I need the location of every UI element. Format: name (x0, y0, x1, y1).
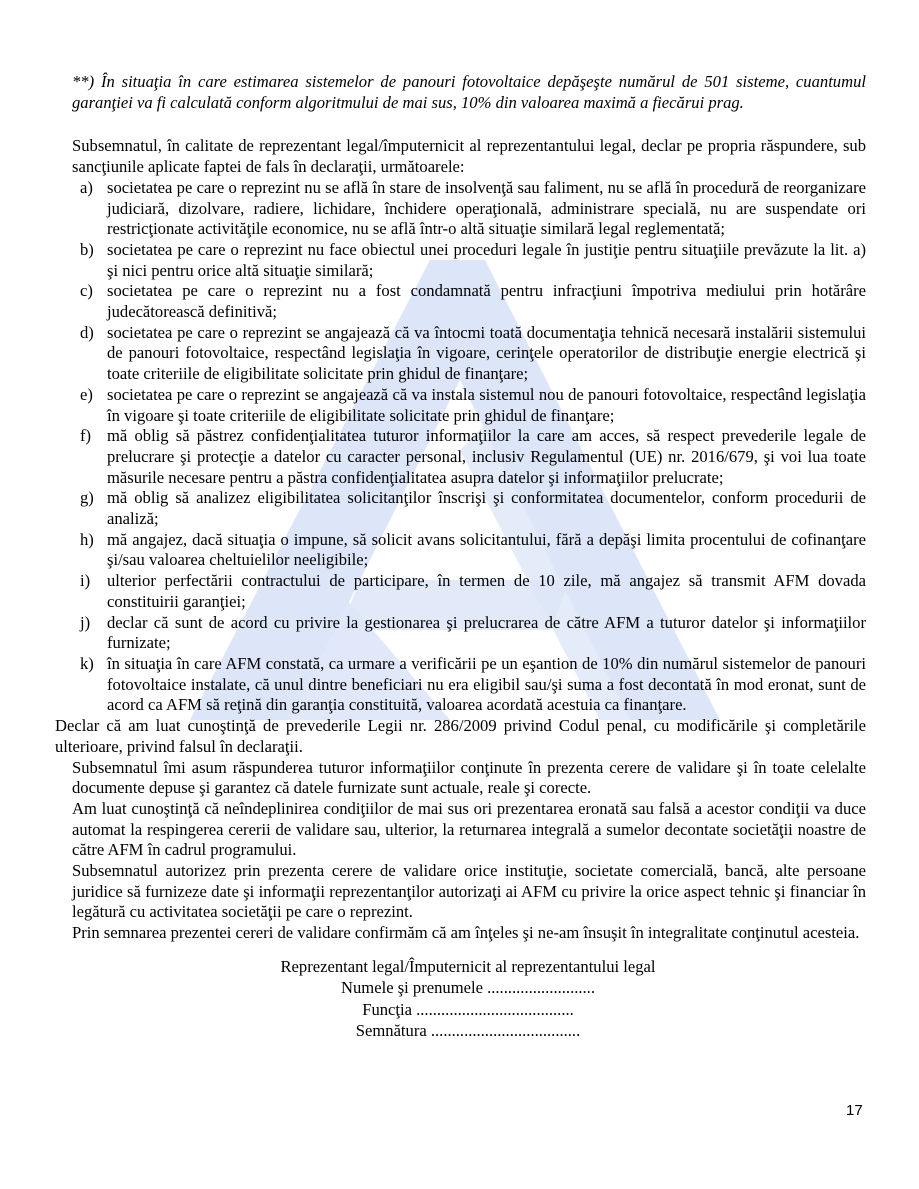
list-item: g) mă oblig să analizez eligibilitatea solicitanţilor înscrişi şi conformitatea documentelor, conform procedurii de analiză; (80, 488, 866, 529)
penal-code-declaration: Declar că am luat cunoştinţă de prevederile Legii nr. 286/2009 privind Codul penal, cu modificările şi completările ulterioare, privind falsul în declaraţii. (55, 716, 866, 756)
list-item: a) societatea pe care o reprezint nu se află în stare de insolvenţă sau faliment, nu se află în procedură de reorganizare judiciară, dizolvare, radiere, lichidare, închidere operaţională, administrare specială, nu are suspendate ori restricţionate activităţile economice, nu se află într-o altă situaţie similară legal reglementată; (80, 177, 866, 239)
name-field: Numele şi prenumele .......................... (341, 978, 595, 998)
list-item: d) societatea pe care o reprezint se angajează că va întocmi toată documentaţia tehnică necesară instalării sistemului de panouri fotovoltaice, respectând legislaţia în vigoare, cerinţele operatorilor de distribuţie energie electrică şi toate criteriile de eligibilitate solicitate prin ghidul de finanţare; (80, 322, 866, 384)
signature-title: Reprezentant legal/Împuternicit al reprezentantului legal (280, 956, 656, 976)
page-number: 17 (846, 1102, 863, 1119)
list-item: b) societatea pe care o reprezint nu face obiectul unei proceduri legale în justiţie pentru situaţiile prevăzute la lit. a) şi nici pentru orice altă situaţie similară; (80, 239, 866, 280)
document-page (55, 72, 866, 1042)
list-item: k) în situaţia în care AFM constată, ca urmare a verificării pe un eşantion de 10% din numărul sistemelor de panouri fotovoltaice instalate, că unul dintre beneficiari nu era eligibil sau/şi suma a fost decontată în mod eronat, sunt de acord ca AFM să reţină din garanţia constituită, valoarea acordată acestuia ca finanţare. (80, 653, 866, 715)
list-item: j) declar că sunt de acord cu privire la gestionarea şi prelucrarea de către AFM a tuturor datelor şi informaţiilor furnizate; (80, 612, 866, 653)
declaration-intro: Subsemnatul, în calitate de reprezentant legal/împuternicit al reprezentantului legal, declar pe propria răspundere, sub sancţiunile aplicate faptei de fals în declaraţii, următoarele: (72, 136, 866, 177)
signature-block (72, 956, 864, 1042)
paragraph: Subsemnatul îmi asum răspunderea tuturor informaţiilor conţinute în prezenta cerere de validare şi în toate celelalte documente depuse şi garantez că datele furnizate sunt actuale, reale şi corecte. (72, 757, 866, 798)
signature-field: Semnătura .................................... (355, 1021, 581, 1041)
paragraph: Prin semnarea prezentei cereri de validare confirmăm că am înţeles şi ne-am însuşit în integralitate conţinutul acesteia. (72, 923, 860, 943)
list-item: f) mă oblig să păstrez confidenţialitatea tuturor informaţiilor la care am acces, să respect prevederile legale de prelucrare şi protecţie a datelor cu caracter personal, inclusiv Regulamentul (UE) nr. 2016/679, şi voi lua toate măsurile necesare pentru a păstra confidenţialitatea asupra datelor şi informaţiilor prelucrate; (80, 426, 866, 487)
footnote-note: **) În situaţia în care estimarea sistemelor de panouri fotovoltaice depăşeşte numărul de 501 sisteme, cuantumul garanţiei va fi calculată conform algoritmului de mai sus, 10% din valoarea maximă a fiecărui prag. (72, 72, 866, 112)
list-item: i) ulterior perfectării contractului de participare, în termen de 10 zile, mă angajez să transmit AFM dovada constituirii garanţiei; (80, 571, 866, 611)
list-item: h) mă angajez, dacă situaţia o impune, să solicit avans solicitantului, fără a depăşi limita procentului de cofinanţare şi/sau valoarea cheltuielilor neeligibile; (80, 529, 866, 570)
list-item: c) societatea pe care o reprezint nu a fost condamnată pentru infracţiuni împotriva mediului prin hotărâre judecătorească definitivă; (80, 281, 866, 322)
declaration-list (72, 178, 866, 716)
list-item: e) societatea pe care o reprezint se angajează că va instala sistemul nou de panouri fotovoltaice, respectând legislaţia în vigoare şi toate criteriile de eligibilitate solicitate prin ghidul de finanţare; (80, 384, 866, 425)
paragraph: Am luat cunoştinţă că neîndeplinirea condiţiilor de mai sus ori prezentarea eronată sau falsă a acestor condiţii va duce automat la respingerea cererii de validare sau, ulterior, la returnarea integrală a sumelor decontate societăţii noastre de către AFM în cadrul programului. (72, 798, 866, 860)
function-field: Funcţia ...................................... (362, 999, 574, 1019)
paragraph: Subsemnatul autorizez prin prezenta cerere de validare orice instituţie, societate comercială, bancă, alte persoane juridice să furnizeze date şi informaţii reprezentanţilor autorizaţi ai AFM cu privire la orice aspect tehnic şi financiar în legătură cu activitatea societăţii pe care o reprezint. (72, 861, 866, 922)
